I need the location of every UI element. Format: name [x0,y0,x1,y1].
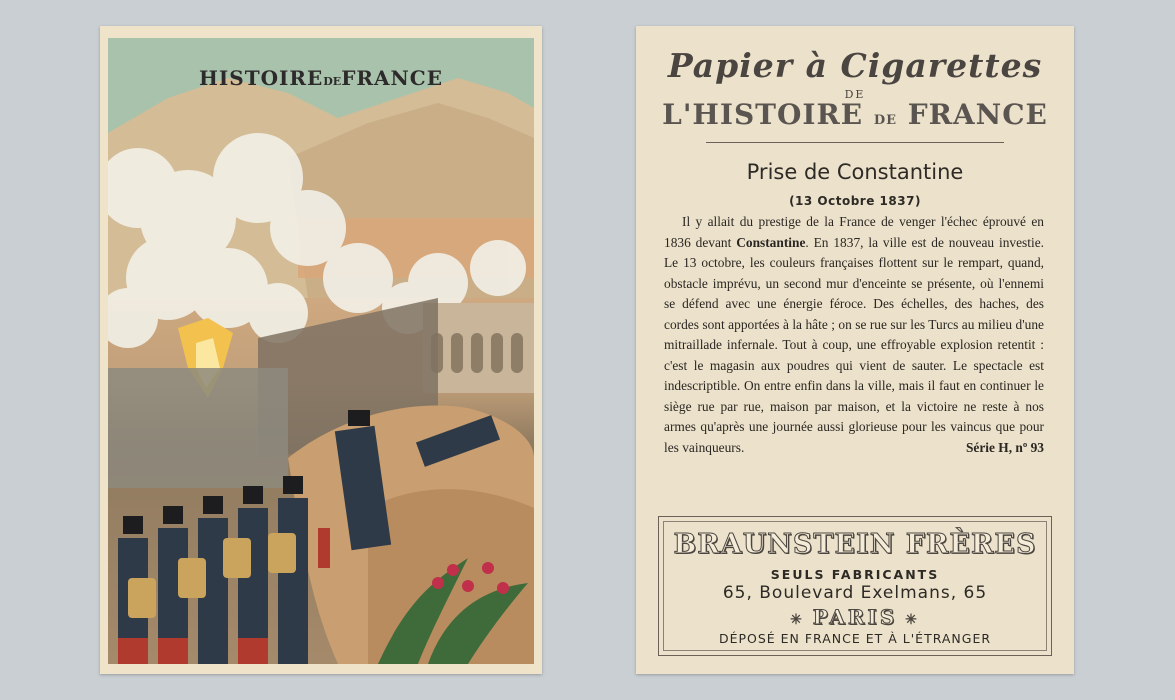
brand-de: DE [844,88,866,101]
battle-scene-image [108,38,534,664]
manufacturer-city-text: PARIS [812,605,898,629]
back-card [636,26,1074,674]
brand-line2-de: DE [873,113,898,128]
card-title: Prise de Constantine [746,160,964,184]
front-card [100,26,542,674]
brand-line2-b: FRANCE [907,98,1048,131]
brand-line2-a: L'HISTOIRE [662,98,864,131]
series-number: Série H, nº 93 [965,439,1044,455]
battle-illustration [108,38,534,664]
card-date: (13 Octobre 1837) [789,194,921,208]
manufacturer-subtitle: SEULS FABRICANTS [770,567,940,582]
star-icon: ✳ [897,612,920,628]
body-part1: Il y allait du prestige de la France de venger l'échec éprouvé en 1836 devant [664,214,1044,250]
card-body-text [664,212,1044,458]
body-bold-constantine: Constantine [736,234,806,250]
star-icon: ✳ [790,612,813,628]
title-histoire: HISTOIRE [199,66,324,90]
manufacturer-city [659,605,1051,629]
manufacturer-address: 65, Boulevard Exelmans, 65 [722,583,988,603]
title-france: FRANCE [341,66,443,90]
brand-line2 [636,98,1074,131]
brand-divider [706,142,1004,143]
manufacturer-box [658,516,1052,656]
title-de: DE [323,75,342,88]
brand-line1: Papier à Cigarettes [667,46,1043,85]
manufacturer-name: BRAUNSTEIN FRÈRES [673,529,1037,560]
front-title [108,66,534,90]
manufacturer-note: DÉPOSÉ EN FRANCE ET À L'ÉTRANGER [718,631,992,646]
body-part2: . En 1837, la ville est de nouveau investie. Le 13 octobre, les couleurs françaises flottent sur le rempart, quand, obstacle imprévu, un second mur d'enceinte se présente, où l'ennemi se défend avec une énergie féroce. Des échelles, des haches, des cordes sont apportées à la hâte ; on se rue sur les Turcs au milieu d'une mitraillade infernale. Tout à coup, une effroyable explosion retentit : c'est le magasin aux poudres qui vient de sauter. Le spectacle est indescriptible. On entre enfin dans la ville, mais il faut en continuer le siège rue par rue, maison par maison, et la victoire ne reste à nos armes qu'après une journée aussi glorieuse pour les vaincus que pour les vainqueurs. [664,234,1044,455]
